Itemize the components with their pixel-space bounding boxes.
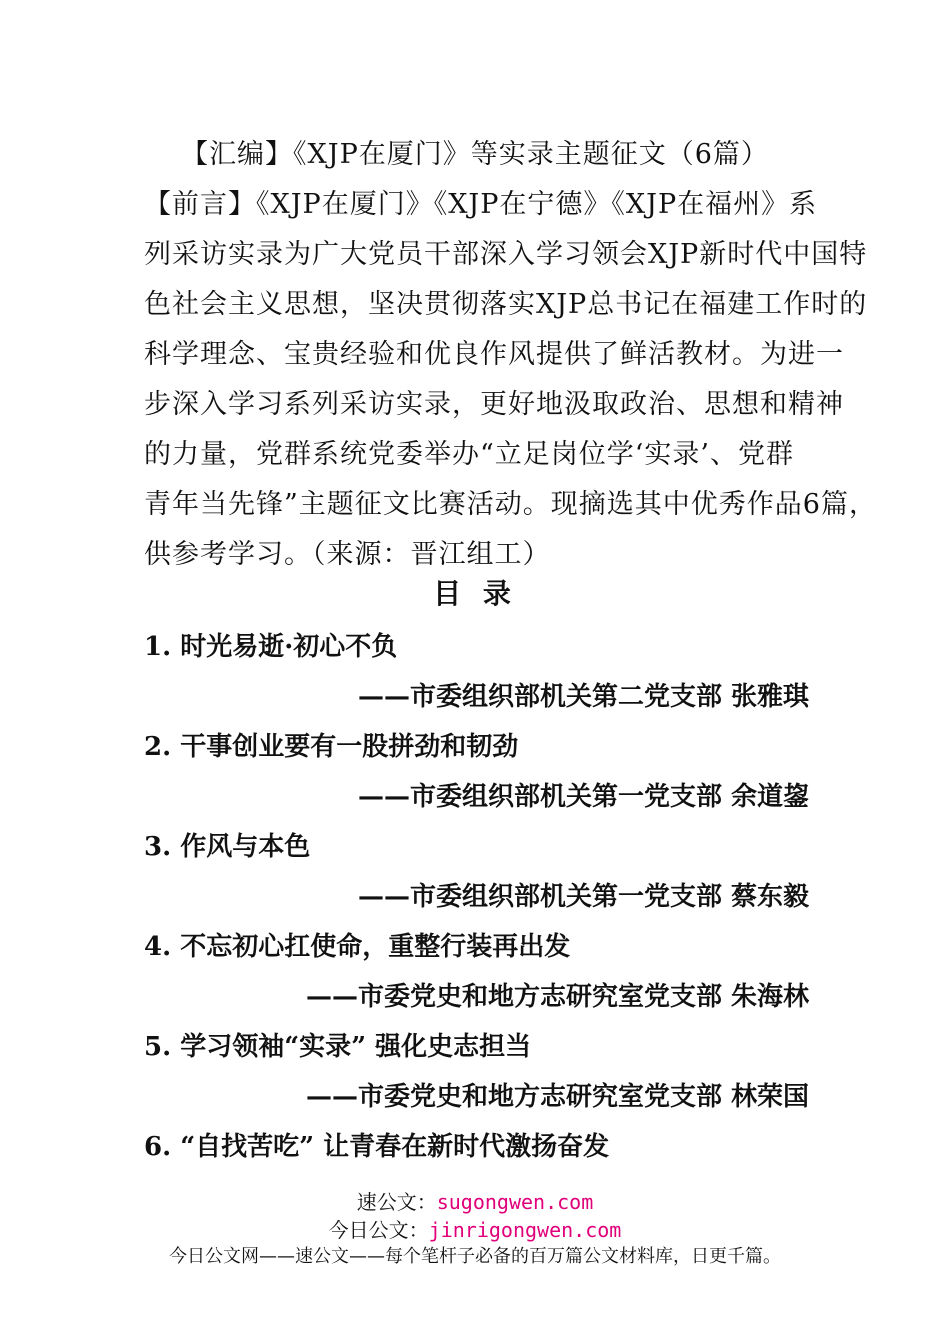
- preface-line: 的力量，党群系统党委举办“立足岗位学‘实录’、党群: [144, 439, 794, 470]
- toc-entry-title: 1. 时光易逝·初心不负: [144, 632, 398, 662]
- toc-entry-title: 3. 作风与本色: [144, 832, 311, 862]
- footer-site-label: 速公文：: [356, 1190, 437, 1214]
- preface-paragraph: [144, 180, 877, 580]
- toc-entry: [144, 1022, 809, 1122]
- footer-site-label: 今日公文：: [328, 1218, 429, 1242]
- toc-entry-title: 6. “自找苦吃” 让青春在新时代激扬奋发: [144, 1132, 610, 1162]
- footer-slogan: 今日公文网——速公文——每个笔杆子必备的百万篇公文材料库，日更千篇。: [169, 1246, 781, 1267]
- preface-line: 色社会主义思想，坚决贯彻落实XJP总书记在福建工作时的: [144, 289, 868, 320]
- toc-entry: [144, 722, 809, 822]
- toc-entry: [144, 822, 809, 922]
- footer-line-sugongwen: [0, 1186, 950, 1215]
- table-of-contents: [144, 622, 809, 1172]
- toc-entry-author: ——市委组织部机关第一党支部 蔡东毅: [357, 882, 809, 912]
- footer-site-link[interactable]: jinrigongwen.com: [428, 1218, 622, 1242]
- preface-line: 【前言】《XJP在厦门》《XJP在宁德》《XJP在福州》系: [144, 189, 818, 220]
- preface-line: 供参考学习。（来源：晋江组工）: [144, 539, 551, 570]
- toc-entry-title: 5. 学习领袖“实录” 强化史志担当: [144, 1032, 532, 1062]
- footer-line-jinrigongwen: [0, 1214, 950, 1243]
- preface-line: 科学理念、宝贵经验和优良作风提供了鲜活教材。为进一: [144, 339, 844, 370]
- toc-entry: [144, 922, 809, 1022]
- preface-line: 步深入学习系列采访实录，更好地汲取政治、思想和精神: [144, 389, 844, 420]
- preface-line: 青年当先锋”主题征文比赛活动。现摘选其中优秀作品6篇，: [144, 489, 877, 520]
- toc-entry-author: ——市委党史和地方志研究室党支部 林荣国: [305, 1082, 809, 1112]
- toc-entry: [144, 622, 809, 722]
- toc-entry-title: 4. 不忘初心扛使命，重整行装再出发: [144, 932, 571, 962]
- toc-entry-author: ——市委党史和地方志研究室党支部 朱海林: [305, 982, 809, 1012]
- document-title: 【汇编】《XJP在厦门》等实录主题征文（6篇）: [181, 139, 769, 170]
- toc-entry-author: ——市委组织部机关第一党支部 余道鋆: [357, 782, 809, 812]
- preface-line: 列采访实录为广大党员干部深入学习领会XJP新时代中国特: [144, 239, 868, 270]
- toc-entry: [144, 1122, 809, 1172]
- toc-heading: 目 录: [433, 577, 517, 610]
- toc-entry-title: 2. 干事创业要有一股拼劲和韧劲: [144, 732, 519, 762]
- footer-site-link[interactable]: sugongwen.com: [436, 1190, 594, 1214]
- toc-entry-author: ——市委组织部机关第二党支部 张雅琪: [357, 682, 809, 712]
